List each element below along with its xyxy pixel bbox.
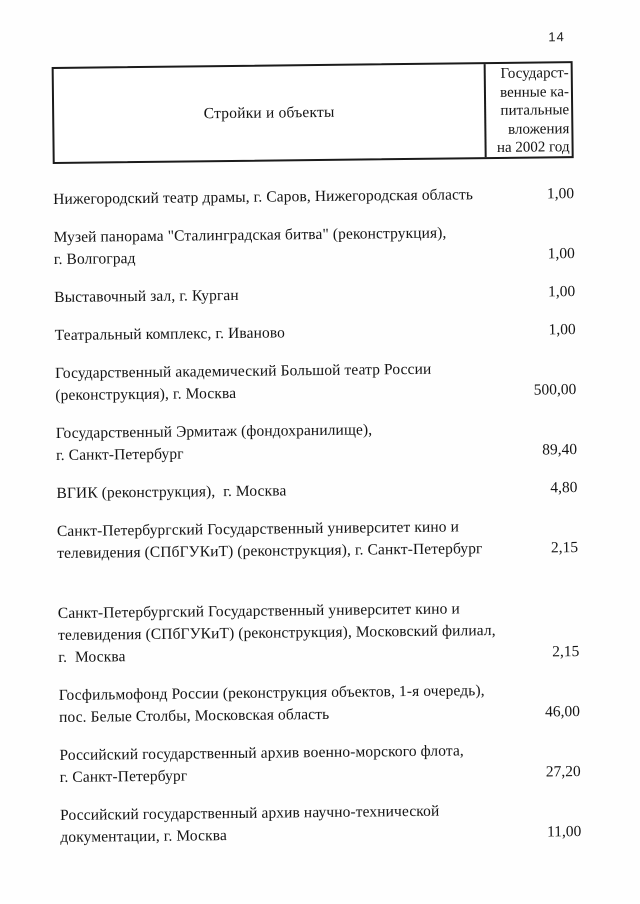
- table-body: [53, 183, 581, 849]
- investment-value: 1,00: [547, 245, 575, 263]
- project-name: Выставочный зал, г. Курган: [54, 286, 239, 307]
- table-row: [55, 319, 576, 347]
- table-row: [53, 221, 574, 271]
- table-row: [54, 281, 575, 309]
- investment-value: 4,80: [550, 479, 578, 497]
- investment-value: 89,40: [542, 441, 578, 459]
- investment-value: 2,15: [552, 643, 580, 661]
- project-name: Театральный комплекс, г. Иваново: [54, 324, 286, 345]
- table-row: [59, 739, 580, 789]
- project-name: ВГИК (реконструкция), г. Москва: [56, 482, 287, 502]
- table-row: [57, 515, 578, 565]
- investment-value: 1,00: [547, 283, 576, 301]
- investment-value: 1,00: [546, 185, 575, 203]
- project-name: Государственный Эрмитаж (фондохранилище), г. Санкт-Петербург: [55, 421, 373, 464]
- table-row: [53, 183, 574, 211]
- project-name: Санкт-Петербургский Государственный университет кино и телевидения (СПбГУКиТ) (реконструкция), Московский филиал, г. Москва: [57, 600, 496, 666]
- table: [52, 61, 582, 849]
- project-name: Государственный академический Большой театр России (реконструкция), г. Москва: [55, 360, 432, 404]
- project-name: Российский государственный архив военно-морского флота, г. Санкт-Петербург: [59, 742, 464, 786]
- table-row: [56, 477, 577, 505]
- investment-value: 500,00: [533, 381, 577, 399]
- table-row: [56, 417, 577, 467]
- project-name: Санкт-Петербургский Государственный университет кино и телевидения (СПбГУКиТ) (реконструкция), г. Санкт-Петербург: [56, 518, 483, 562]
- table-header: [52, 61, 574, 164]
- investment-value: 27,20: [545, 763, 581, 781]
- investment-value: 46,00: [545, 703, 581, 721]
- table-row: [55, 357, 576, 407]
- column-header-objects: Стройки и объекты: [203, 103, 335, 122]
- column-header-investments-2002: Государст- венные ка- питальные вложения на 2002 год: [484, 63, 572, 157]
- table-row: [58, 597, 580, 669]
- investment-value: 2,15: [550, 539, 579, 557]
- project-name: Музей панорама "Сталинградская битва" (реконструкция), г. Волгоград: [53, 224, 447, 269]
- table-row: [59, 679, 580, 729]
- page-number: 14: [548, 29, 565, 45]
- investment-value: 1,00: [548, 321, 576, 339]
- project-name: Российский государственный архив научно-технической документации, г. Москва: [60, 802, 440, 846]
- project-name: Госфильмофонд России (реконструкция объектов, 1-я очередь), пос. Белые Столбы, Московская область: [58, 682, 485, 726]
- investment-value: 11,00: [546, 823, 582, 841]
- table-row: [60, 799, 581, 849]
- project-name: Нижегородский театр драмы, г. Саров, Нижегородская область: [53, 186, 474, 209]
